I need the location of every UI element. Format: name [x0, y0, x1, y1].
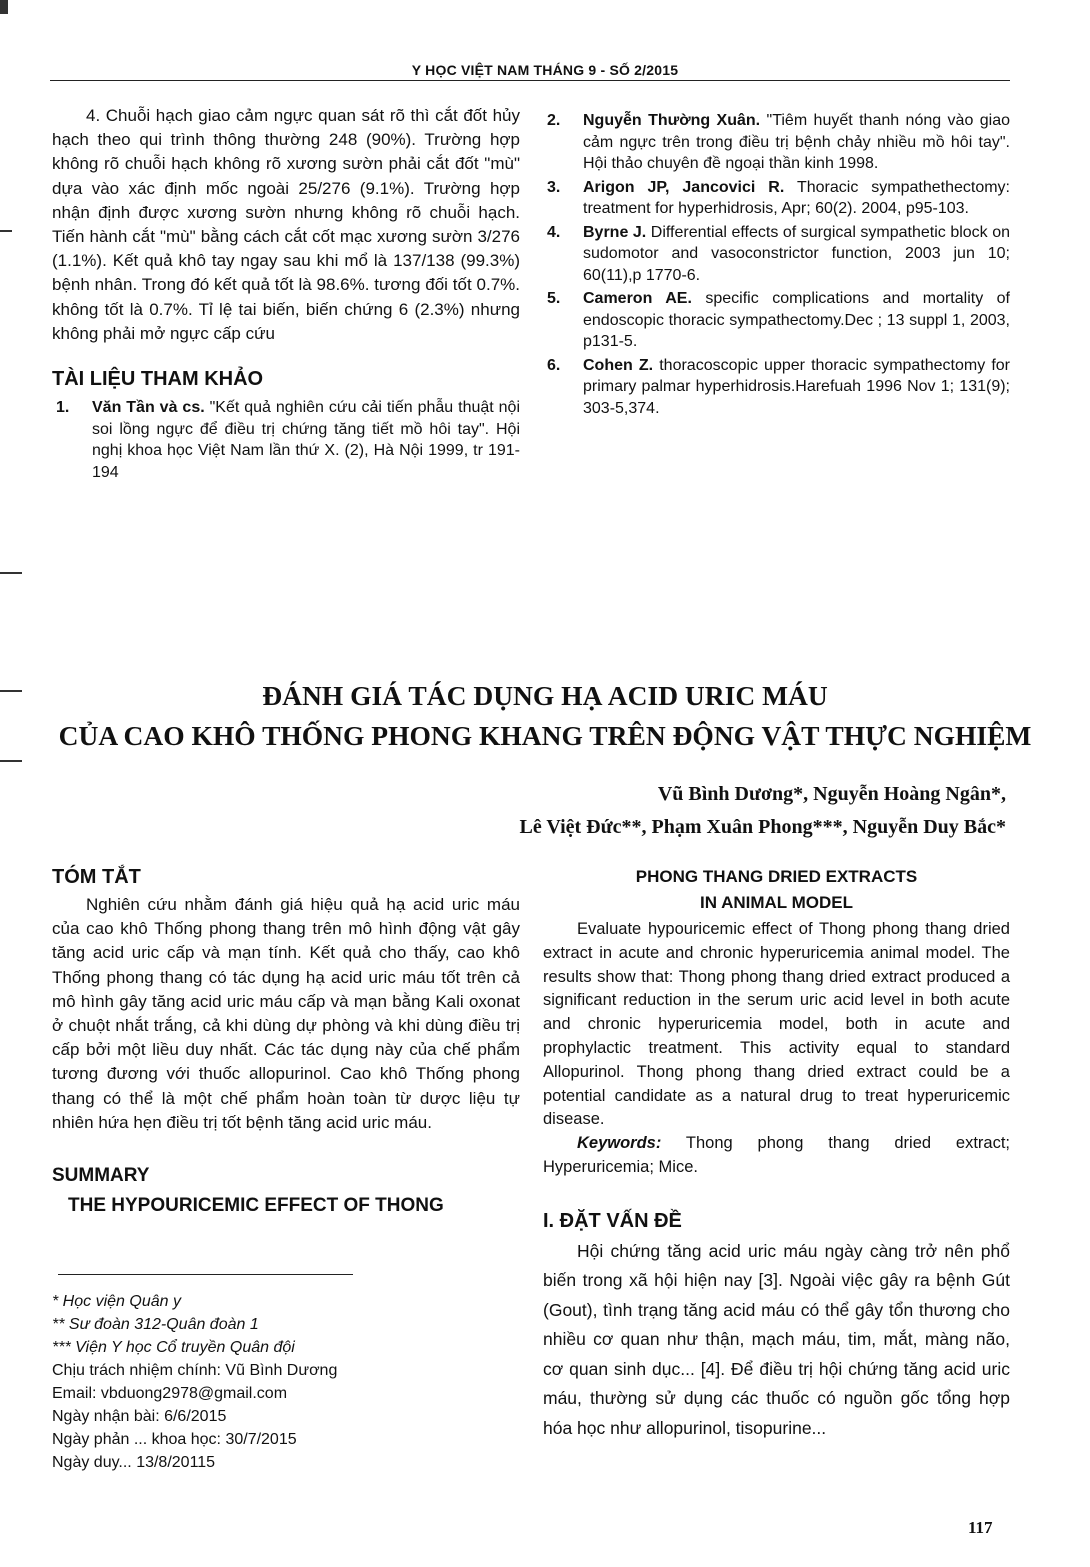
scan-edge-mark — [0, 572, 22, 574]
footnote-rule — [58, 1274, 353, 1275]
reference-text: Thoracic sympathethectomy: treatment for hyperhidrosis, Apr; 60(2). 2004, p95-103. — [583, 178, 1011, 217]
journal-header: Y HỌC VIỆT NAM THÁNG 9 - SỐ 2/2015 — [411, 62, 679, 78]
reference-item — [52, 397, 520, 483]
summary-title-part-1: THE HYPOURICEMIC EFFECT OF THONG — [68, 1195, 444, 1217]
affiliation-1: * Học viện Quân y — [52, 1293, 181, 1310]
reference-number: 5. — [547, 290, 561, 307]
reference-item — [543, 288, 1010, 353]
abstract-left-column — [52, 866, 520, 1221]
abstract-vi-text: Nghiên cứu nhằm đánh giá hiệu quả hạ acid uric máu của cao khô Thống phong thang trên mô hình động vật gây tăng acid uric cấp và mạn tính. Kết quả cho thấy, cao khô Thống phong thang có tác dụng hạ acid uric máu tốt trên cả mô hình gây tăng acid uric máu cấp và mạn bằng Kali oxonat ở chuột nhắt trắng, cả khi dùng dự phòng và khi dùng điều trị cấp bởi một liều duy nhất. Các tác dụng này của chế phẩm tương đương với thuốc allopurinol. Cao khô Thống phong thang có thể là một chế phẩm hoàn toàn từ dược liệu tự nhiên hứa hẹn điều trị tốt bệnh tăng acid uric máu. — [52, 895, 520, 1132]
reference-item — [543, 222, 1010, 287]
reference-author: Văn Tần và cs. — [92, 399, 205, 417]
keywords-text: Thong phong thang dried extract; Hyperuricemia; Mice. — [543, 1134, 1010, 1176]
prev-article-left-column — [52, 104, 520, 485]
reference-number: 1. — [56, 399, 70, 417]
email: Email: vbduong2978@gmail.com — [52, 1385, 288, 1402]
abstract-right-column — [543, 864, 1010, 1443]
page-number: 117 — [968, 1518, 993, 1537]
reference-text: "Kết quả nghiên cứu cải tiến phẫu thuật nội soi lồng ngực để điều trị chứng tăng tiết mồ hôi tay". Hội nghị khoa học Việt Nam lần thứ X. (2), Hà Nội 1999, tr 191-194 — [92, 399, 521, 481]
reference-author: Nguyễn Thường Xuân. — [583, 112, 761, 129]
affiliation-3: *** Viện Y học Cổ truyền Quân đội — [52, 1339, 295, 1356]
article-title-line-2: CỦA CAO KHÔ THỐNG PHONG KHANG TRÊN ĐỘNG VẬT THỰC NGHIỆM — [58, 720, 1032, 751]
scan-edge-mark — [0, 760, 22, 762]
keywords-label: Keywords: — [577, 1134, 662, 1153]
scan-edge-mark — [0, 0, 8, 14]
reviewed-date: Ngày phản ... khoa học: 30/7/2015 — [52, 1431, 297, 1448]
summary-heading: SUMMARY — [52, 1165, 150, 1187]
received-date: Ngày nhận bài: 6/6/2015 — [52, 1408, 227, 1425]
abstract-en-text: Evaluate hypouricemic effect of Thong phong thang dried extract in acute and chronic hyperuricemia animal model. The results show that: Thong phong thang dried extract produced a significant reduction in the serum uric acid level in both acute and chronic hyperuricemia model, both in acute and prophylactic treatment. This activity equal to standard Allopurinol. Thong phong thang dried extract could be a potential candidate as a natural drug to treat hyperuricemic disease. — [543, 920, 1010, 1129]
summary-title-part-2: PHONG THANG DRIED EXTRACTS IN ANIMAL MODEL — [635, 867, 918, 912]
authors-line-2: Lê Việt Đức**, Phạm Xuân Phong***, Nguyễn Duy Bắc* — [519, 816, 1006, 838]
abstract-vi-heading: TÓM TẮT — [52, 866, 141, 888]
reference-text: Differential effects of surgical sympathetic block on sudomotor and vasoconstrictor function, 2003 jun 10; 60(11),p 1770-6. — [583, 223, 1011, 284]
scan-edge-mark — [0, 230, 12, 232]
reference-author: Arigon JP, Jancovici R. — [583, 178, 785, 196]
accepted-date: Ngày duy... 13/8/20115 — [52, 1454, 216, 1471]
affiliation-2: ** Sư đoàn 312-Quân đoàn 1 — [52, 1316, 259, 1333]
reference-author: Byrne J. — [583, 223, 647, 241]
authors-line-1: Vũ Bình Dương*, Nguyễn Hoàng Ngân*, — [657, 783, 1006, 805]
reference-item — [543, 177, 1010, 220]
intro-text: Hội chứng tăng acid uric máu ngày càng trở nên phổ biến trong xã hội hiện nay [3]. Ngoài việc gây ra bệnh Gút (Gout), tình trạng tăng acid máu có thể gây tổn thương cho nhiều cơ quan như thận, mạch máu, tim, mắt, màng não, cơ quan sinh dục... [4]. Để điều trị hội chứng tăng acid uric máu, thường sử dụng các thuốc có nguồn gốc tổng hợp hóa học như allopurinol, tisopurine... — [543, 1240, 1010, 1438]
references-heading: TÀI LIỆU THAM KHẢO — [52, 368, 264, 391]
header-rule — [50, 80, 1010, 81]
responsible-author: Chịu trách nhiệm chính: Vũ Bình Dương — [52, 1362, 338, 1379]
reference-number: 3. — [547, 178, 561, 196]
reference-number: 4. — [547, 223, 561, 241]
reference-text: thoracoscopic upper thoracic sympathectomy for primary palmar hyperhidrosis.Harefuah 1996 Nov 1; 131(9); 303-5,374. — [583, 356, 1011, 417]
reference-text: specific complications and mortality of endoscopic thoracic sympathectomy.Dec ; 13 suppl 1, 2003, p131-5. — [583, 290, 1011, 350]
article-title-line-1: ĐÁNH GIÁ TÁC DỤNG HẠ ACID URIC MÁU — [262, 680, 828, 711]
reference-item — [543, 110, 1010, 175]
footnotes — [52, 1290, 452, 1474]
reference-text: "Tiêm huyết thanh nóng vào giao cảm ngực trên trong điều trị bệnh chảy nhiều mồ hôi tay". Hội thảo chuyên đề ngoại thần kinh 1998. — [583, 112, 1010, 172]
intro-heading: I. ĐẶT VẤN ĐỀ — [543, 1209, 682, 1232]
prev-article-right-column — [543, 110, 1010, 421]
reference-author: Cameron AE. — [583, 290, 692, 307]
prev-article-paragraph: 4. Chuỗi hạch giao cảm ngực quan sát rõ thì cắt đốt hủy hạch theo qui trình thông thường 248 (90%). Trường hợp không rõ chuỗi hạch không rõ xương sườn phải cắt đốt "mù" dựa vào xác định mốc ngoài 25/276 (9.1%). Trường hợp nhận định được xương sườn nhưng không rõ chuỗi hạch. Tiến hành cắt "mù" bằng cách cắt cốt mạc xương sườn 3/276 (1.1%). Kết quả khô tay ngay sau khi mổ là 137/138 (99.3%) bệnh nhân. Trong đó kết quả tốt là 98.6%. tương đối tốt 0.7%. không tốt là 0.7%. Tỉ lệ tai biến, biến chứng 6 (2.3%) nhưng không phải mở ngực cấp cứu — [52, 106, 520, 343]
reference-number: 2. — [547, 112, 561, 129]
reference-author: Cohen Z. — [583, 356, 654, 374]
keywords-paragraph — [543, 1132, 1010, 1180]
reference-number: 6. — [547, 356, 561, 374]
reference-item — [543, 355, 1010, 420]
